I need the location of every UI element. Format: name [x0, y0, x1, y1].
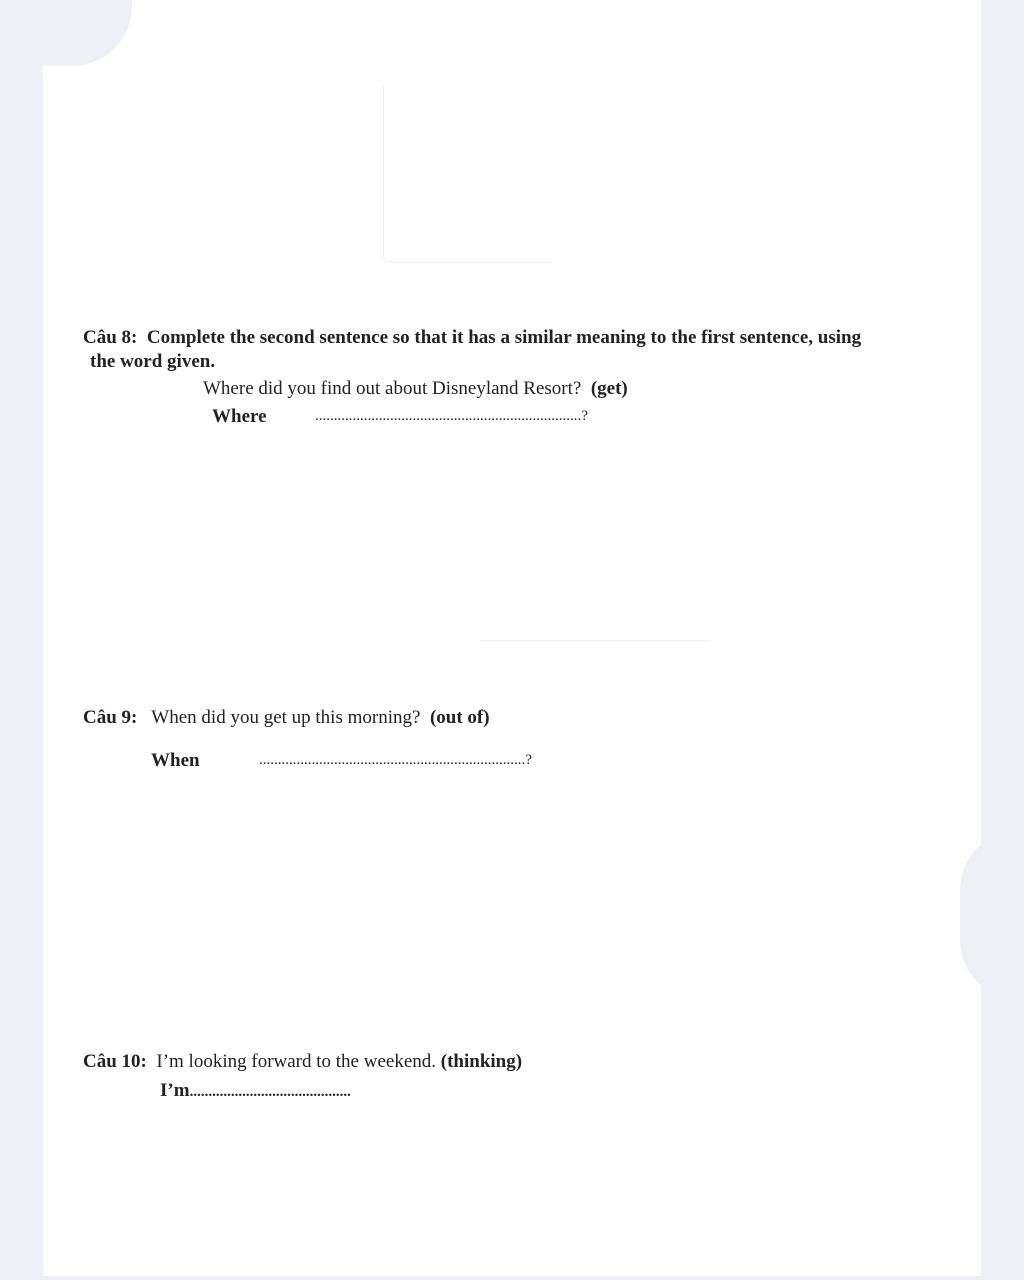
- q9-answer-line[interactable]: .......................................................................?: [259, 752, 532, 768]
- q8-sentence: Where did you find out about Disneyland Resort?: [203, 378, 582, 399]
- background-edge: [981, 236, 1024, 1280]
- q8-answer-line[interactable]: .......................................................................?: [315, 408, 588, 424]
- q10-sentence: I’m looking forward to the weekend.: [156, 1051, 437, 1072]
- q8-instruction-line1: [83, 326, 861, 349]
- q10-keyword: (thinking): [440, 1051, 523, 1072]
- faint-line-artifact: [480, 640, 710, 641]
- q8-instruction: Complete the second sentence so that it has a similar meaning to the first sentence, using: [146, 327, 862, 348]
- q8-sentence-row: [203, 377, 628, 400]
- faint-box-artifact: [383, 86, 552, 263]
- q9-label: Câu 9:: [83, 707, 138, 728]
- q8-label: Câu 8:: [83, 327, 138, 348]
- q9-keyword: (out of): [429, 707, 490, 728]
- q10-label: Câu 10:: [83, 1051, 147, 1072]
- q9-row: [83, 706, 490, 729]
- q10-answer-line[interactable]: ...........................................: [189, 1084, 351, 1100]
- q8-instruction-line2: the word given.: [90, 351, 216, 372]
- q10-row: [83, 1050, 522, 1073]
- q9-start-word: When: [151, 750, 200, 771]
- q10-start-word: I’m: [160, 1080, 190, 1101]
- q8-start-word: Where: [212, 406, 267, 427]
- q8-keyword: (get): [590, 378, 628, 399]
- q9-sentence: When did you get up this morning?: [151, 707, 421, 728]
- q10-answer-row: [160, 1079, 351, 1104]
